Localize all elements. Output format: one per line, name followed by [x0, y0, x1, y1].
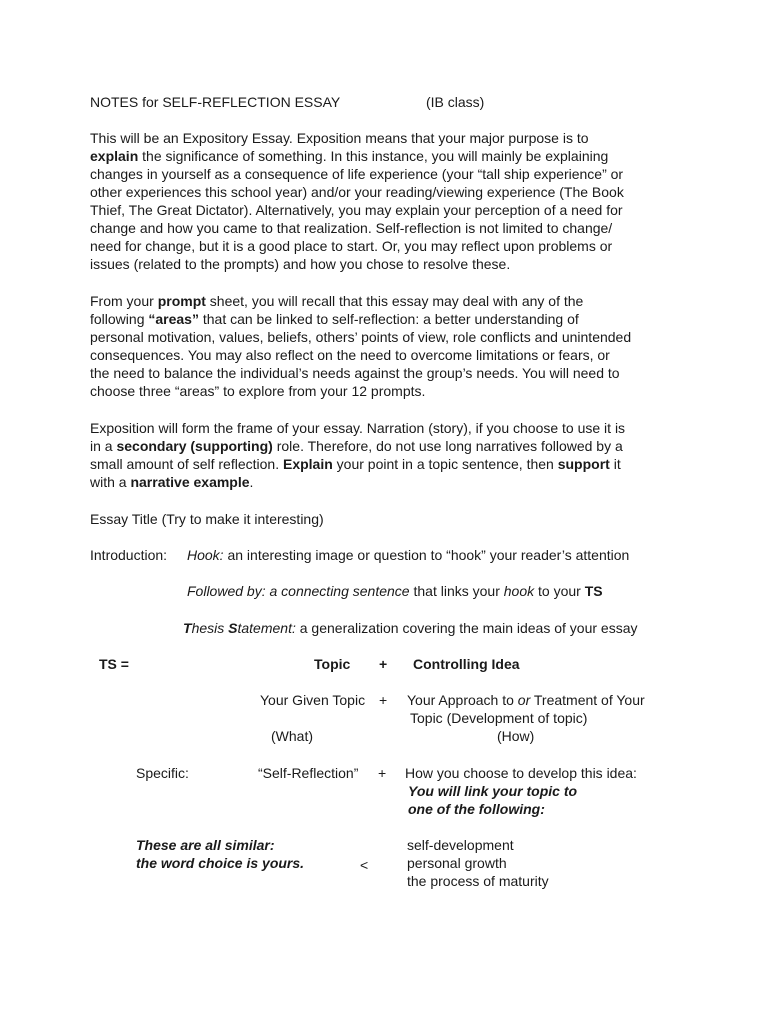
bold-term: support	[557, 456, 610, 472]
text-line: consequences. You may also reflect on the need to overcome limitations or fears, or	[90, 347, 610, 363]
essay-title-note: Essay Title (Try to make it interesting)	[90, 511, 324, 527]
plus-sign: +	[378, 765, 387, 781]
bold-term: prompt	[157, 293, 206, 309]
text-line: From your prompt sheet, you will recall that this essay may deal with any of the	[90, 293, 584, 309]
class-label: (IB class)	[426, 94, 485, 110]
text-line: the need to balance the individual’s needs against the group’s needs. You will need to	[90, 365, 620, 381]
text-line: changes in yourself as a consequence of life experience (your “tall ship experience” or	[90, 166, 624, 182]
similar-note-1: These are all similar:	[136, 837, 275, 853]
text-line: other experiences this school year) and/or your reading/viewing experience (The Book	[90, 184, 624, 200]
paragraph-exposition	[90, 419, 690, 491]
self-reflection-topic: “Self-Reflection”	[258, 765, 359, 781]
paragraph-intro	[90, 129, 690, 273]
how-label: (How)	[497, 728, 535, 744]
ts-equals: TS =	[99, 656, 129, 672]
text-line: explain the significance of something. In this instance, you will mainly be explaining	[90, 148, 609, 164]
approach-line-2: Topic (Development of topic)	[410, 710, 588, 726]
less-than-sign: <	[360, 857, 369, 873]
thesis-statement-line: Thesis Statement: a generalization covering the main ideas of your essay	[183, 620, 638, 636]
text-line: need for change, but it is a good place to start. Or, you may reflect upon problems or	[90, 238, 613, 254]
text-line: with a narrative example.	[90, 474, 254, 490]
approach-line: Your Approach to or Treatment of Your	[407, 692, 645, 708]
controlling-idea-heading: Controlling Idea	[413, 656, 520, 672]
introduction-label: Introduction:	[90, 547, 168, 563]
link-instruction-2: one of the following:	[408, 801, 545, 817]
plus-sign: +	[379, 692, 388, 708]
paragraph-prompt	[90, 292, 690, 400]
option-self-development: self-development	[407, 837, 514, 853]
text-line: change and how you came to that realization. Self-reflection is not limited to change/	[90, 220, 613, 236]
option-process-of-maturity: the process of maturity	[407, 873, 549, 889]
text-line: Thief, The Great Dictator). Alternatively, you may explain your perception of a need for	[90, 202, 623, 218]
bold-term: secondary (supporting)	[116, 438, 273, 454]
text-line: choose three “areas” to explore from your 12 prompts.	[90, 383, 426, 399]
what-label: (What)	[271, 728, 313, 744]
text-line: small amount of self reflection. Explain your point in a topic sentence, then support it	[90, 456, 621, 472]
plus-sign: +	[379, 656, 388, 672]
how-you-choose: How you choose to develop this idea:	[405, 765, 637, 781]
bold-term: narrative example	[130, 474, 250, 490]
link-instruction-1: You will link your topic to	[408, 783, 578, 799]
bold-term: “areas”	[148, 311, 199, 327]
similar-note-2: the word choice is yours.	[136, 855, 305, 871]
text-line: following “areas” that can be linked to self-reflection: a better understanding of	[90, 311, 579, 327]
followed-by-line: Followed by: a connecting sentence that links your hook to your TS	[187, 583, 603, 599]
text-line: personal motivation, values, beliefs, others’ points of view, role conflicts and unintended	[90, 329, 632, 345]
given-topic: Your Given Topic	[260, 692, 366, 708]
specific-label: Specific:	[136, 765, 189, 781]
page-title: NOTES for SELF-REFLECTION ESSAY	[90, 94, 341, 110]
bold-term: Explain	[282, 456, 333, 472]
text-line: This will be an Expository Essay. Exposition means that your major purpose is to	[90, 130, 589, 146]
topic-heading: Topic	[314, 656, 351, 672]
option-personal-growth: personal growth	[407, 855, 507, 871]
text-line: Exposition will form the frame of your essay. Narration (story), if you choose to use it is	[90, 420, 626, 436]
text-line: in a secondary (supporting) role. Therefore, do not use long narratives followed by a	[90, 438, 623, 454]
hook-line: Hook: an interesting image or question to “hook” your reader’s attention	[187, 547, 630, 563]
text-line: issues (related to the prompts) and how you chose to resolve these.	[90, 256, 511, 272]
bold-term: explain	[90, 148, 139, 164]
